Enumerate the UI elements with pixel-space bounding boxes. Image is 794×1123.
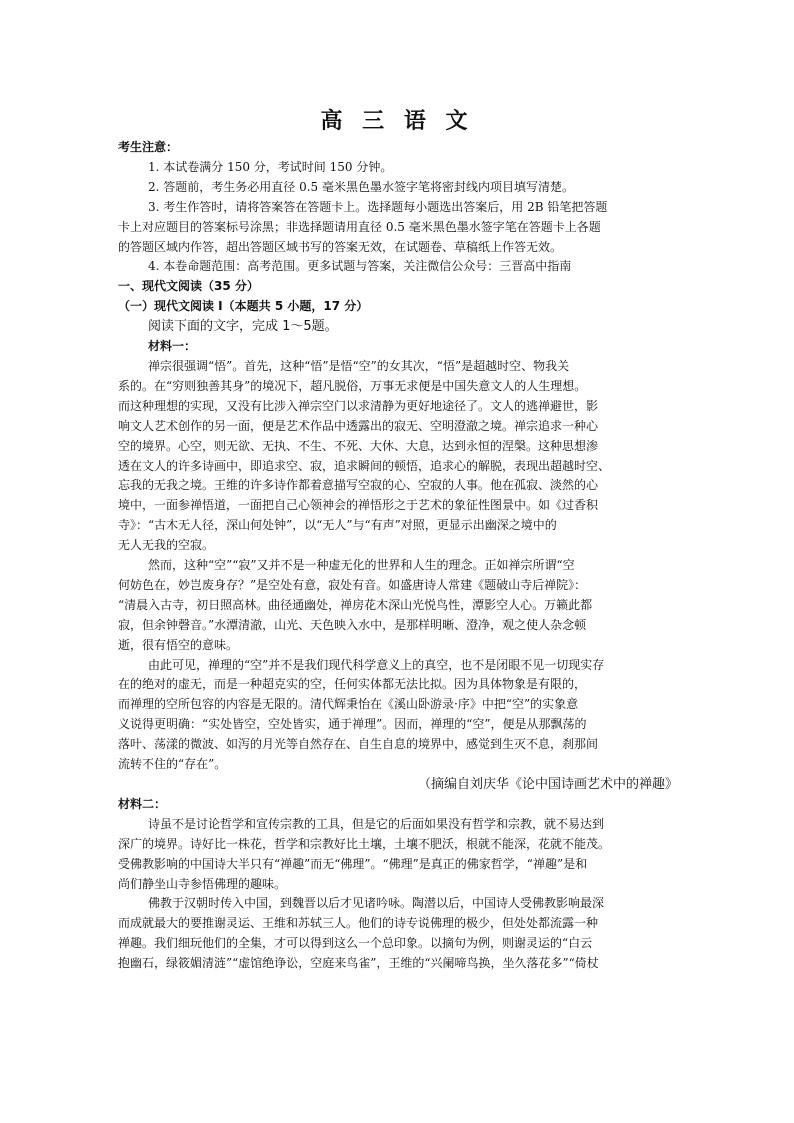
text-line: 诗虽不是讨论哲学和宣传宗教的工具，但是它的后面如果没有哲学和宗教，就不易达到 — [148, 816, 605, 831]
notice-item: 2. 答题前，考生务必用直径 0.5 毫米黑色墨水签字笔将密封线内项目填写清楚。 — [148, 179, 574, 194]
notice-heading: 考生注意： — [118, 140, 179, 154]
section-heading: 一、现代文阅读（35 分） — [118, 279, 259, 294]
material1-paragraph — [118, 656, 678, 775]
text-line: 系的。在“穷则独善其身”的境况下，超凡脱俗，万事无求便是中国失意文人的人生理想。 — [118, 378, 587, 393]
material-label: 材料二： — [118, 796, 167, 811]
material1-paragraph — [118, 556, 678, 656]
text-line: 响文人艺术创作的另一面，便是艺术作品中透露出的寂无、空明澄澈之境。禅宗追求一种心 — [118, 418, 599, 433]
text-line: 忘我的无我之境。王维的许多诗作都着意描写空寂的心、空寂的人事。他在孤寂、淡然的心 — [118, 478, 599, 493]
notice-item: 的答题区域内作答，超出答题区域书写的答案无效，在试题卷、草稿纸上作答无效。 — [118, 239, 563, 254]
material-label: 材料一： — [148, 339, 197, 354]
material2-paragraph — [118, 815, 678, 895]
text-line: “清晨入古寺，初日照高林。曲径通幽处，禅房花木深山光悦鸟性，潭影空人心。万籁此都 — [118, 597, 593, 612]
material1-paragraph — [118, 357, 678, 556]
text-line: 逝，很有悟空的意味。 — [118, 637, 239, 652]
text-line: 何妨色在，妙岂废身存？”是空处有意，寂处有音。如盛唐诗人常建《题破山寺后禅院》： — [118, 577, 587, 592]
text-line: 寺》：“古木无人径，深山何处钟”，以“无人”与“有声”对照，更显示出幽深之境中的 — [118, 518, 557, 533]
text-line: 无人无我的空寂。 — [118, 538, 215, 553]
text-line: 然而，这种“空”“寂”又并不是一种虚无化的世界和人生的理念。正如禅宗所谓“空 — [148, 558, 575, 573]
text-line: 尚们静坐山寺参悟佛理的趣味。 — [118, 876, 287, 891]
material-source: （摘编自刘庆华《论中国诗画艺术中的禅趣》 — [417, 777, 678, 792]
text-line: 佛教于汉朝时传入中国，到魏晋以后才见诸吟咏。陶潜以后，中国诗人受佛教影响最深 — [148, 896, 605, 911]
text-line: 空的境界。心空，则无欲、无执、不生、不死、大休、大息，达到永恒的涅槃。这种思想渗 — [118, 438, 599, 453]
text-line: 禅宗很强调“悟”。首先，这种“悟”是悟“空”的女其次，“悟”是超越时空、物我关 — [148, 358, 570, 373]
reading-instruction: 阅读下面的文字，完成 1～5题。 — [148, 319, 338, 335]
text-line: 而禅理的空所包容的内容是无限的。清代辉秉怡在《溪山卧游录·序》中把“空”的实象意 — [118, 697, 579, 712]
material2-paragraph — [118, 894, 678, 974]
text-line: 深广的境界。诗好比一株花，哲学和宗教好比土壤，土壤不肥沃，根就不能深，花就不能茂。 — [118, 836, 611, 851]
subsection-heading: （一）现代文阅读 I（本题共 5 小题，17 分） — [118, 299, 369, 314]
notice-item: 4. 本卷命题范围：高考范围。更多试题与答案，关注微信公众号：三晋高中指南 — [148, 259, 572, 274]
text-line: 而这种理想的实现，又没有比涉入禅宗空门以求清静为更好地途径了。文人的逃禅避世，影 — [118, 398, 599, 413]
text-line: 由此可见，禅理的“空”并不是我们现代科学意义上的真空，也不是闭眼不见一切现实存 — [148, 657, 605, 672]
text-line: 落叶、荡漾的微波、如泻的月光等自然存在、自生自息的境界中，感觉到生灭不息，刹那间 — [118, 737, 599, 752]
page-title: 高 三 语 文 — [320, 108, 474, 134]
text-line: 而成就最大的要推谢灵运、王维和苏轼三人。他们的诗专说佛理的极少，但处处都流露一种 — [118, 916, 599, 931]
notice-item: 卡上对应题目的答案标号涂黑；非选择题请用直径 0.5 毫米黑色墨水签字笔在答题卡上各题 — [118, 219, 601, 234]
text-line: 流转不住的“存在”。 — [118, 757, 227, 772]
text-line: 禅趣。我们细玩他们的全集，才可以得到这么一个总印象。以摘句为例，则谢灵运的“白云 — [118, 936, 593, 951]
notice-item: 1. 本试卷满分 150 分，考试时间 150 分钟。 — [148, 159, 393, 174]
text-line: 境中，一面参禅悟道，一面把自己心领神会的禅悟形之于艺术的象征性图景中。如《过香积 — [118, 498, 599, 513]
text-line: 义说得更明确：“实处皆空，空处皆实，通于禅理”。因而，禅理的“空”，便是从那飘荡的 — [118, 717, 587, 732]
text-line: 抱幽石，绿筱媚清涟”“虚馆绝诤讼，空庭来鸟雀”，王维的“兴阑啼鸟换，坐久落花多”“倚杖 — [118, 956, 599, 971]
text-line: 在的绝对的虚无，而是一种超克实的空，任何实体都无法比拟。因为具体物象是有限的， — [118, 677, 587, 692]
text-line: 受佛教影响的中国诗大半只有“禅趣”而无“佛理”。“佛理”是真正的佛家哲学，“禅趣”是和 — [118, 856, 588, 871]
text-line: 透在文人的许多诗画中，即追求空、寂，追求瞬间的顿悟，追求心的解脱，表现出超越时空、 — [118, 458, 611, 473]
page-content — [118, 138, 678, 974]
notice-item: 3. 考生作答时，请将答案答在答题卡上。选择题每小题选出答案后，用 2B 铅笔把答题 — [148, 199, 608, 214]
text-line: 寂，但余钟磬音。”水潭清澈，山光、天色映入水中，是那样明晰、澄净，观之使人杂念顿 — [118, 617, 587, 632]
